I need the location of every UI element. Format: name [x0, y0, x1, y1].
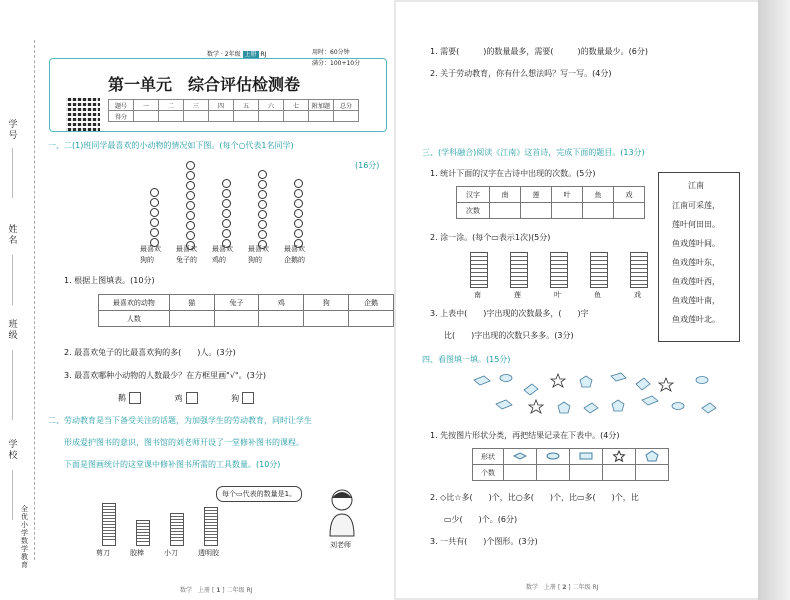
animal-label: 狗的 [140, 256, 154, 264]
student-circle [294, 219, 303, 228]
diamond-shape [584, 403, 598, 413]
hanzi-table: 汉字 南 莲 叶 鱼 戏 次数 [456, 186, 645, 219]
coloring-cell[interactable] [511, 281, 527, 285]
coloring-column[interactable] [470, 252, 488, 288]
rectangle-icon [570, 449, 603, 465]
shape-table: 形状 个数 [472, 448, 669, 481]
student-circle [294, 229, 303, 238]
teacher-illustration [322, 486, 362, 538]
animal-table: 最喜欢的动物 猫 兔子 鸡 狗 企鹅 人数 [98, 294, 394, 327]
binding-strip [0, 0, 40, 600]
coloring-cell[interactable] [471, 281, 487, 285]
star-shape [529, 400, 543, 413]
teacher-label: 刘老师 [330, 541, 351, 549]
coloring-column[interactable] [550, 252, 568, 288]
student-circle [186, 221, 195, 230]
q3-sub3b: 比( )字出现的次数只多多。(3分) [444, 331, 574, 340]
fill-line [12, 148, 13, 198]
poem-line: 莲叶何田田。 [672, 220, 720, 229]
tool-label: 小刀 [164, 549, 178, 557]
hanzi-label: 戏 [634, 291, 641, 299]
checkbox[interactable] [186, 392, 198, 404]
animal-label: 狗的 [248, 256, 262, 264]
cut-line [34, 40, 35, 560]
q1-sub1: 1. 根据上图填表。(10分) [64, 276, 155, 285]
q2-sub2: 2. 关于劳动教育，你有什么想法吗？写一写。(4分) [430, 69, 612, 78]
poem-line: 鱼戏莲叶北。 [672, 315, 720, 324]
star-shape [659, 378, 673, 391]
q1-heading: 一、二(1)班同学最喜欢的小动物的情况如下图。(每个○代表1名同学) [48, 141, 294, 150]
scattered-shapes [466, 370, 736, 420]
fill-line [12, 255, 13, 305]
qr-code [66, 97, 100, 131]
q3-heading: 三、(学科融合)阅读《江南》这首诗，完成下面的题目。(13分) [422, 148, 645, 157]
poem-line: 鱼戏莲叶东， [672, 258, 720, 267]
diamond-shape [524, 384, 538, 395]
pentagon-shape [612, 400, 624, 411]
q4-heading: 四、看图填一填。(15分) [422, 355, 511, 364]
oval-shape [672, 403, 684, 410]
checkbox[interactable] [242, 392, 254, 404]
q2-sub1: 1. 需要( )的数量最多，需要( )的数量最少。(6分) [430, 47, 648, 56]
tool-unit [171, 538, 183, 541]
tool-unit [137, 539, 149, 542]
student-circle [294, 189, 303, 198]
student-circle [294, 199, 303, 208]
animal-label: 鸡的 [212, 256, 226, 264]
student-circle [150, 188, 159, 197]
student-circle [150, 218, 159, 227]
oval-icon [537, 449, 570, 465]
brand-vertical: 全优小学数学教育 [21, 505, 28, 569]
hanzi-label: 莲 [514, 291, 521, 299]
animal-label: 企鹅的 [284, 256, 305, 264]
student-circle [186, 191, 195, 200]
header-tags: 数学 · 2年级 上册 RJ [207, 51, 267, 58]
animal-label: 兔子的 [176, 256, 197, 264]
circle-column [258, 170, 267, 250]
tool-stack [136, 520, 150, 546]
tool-stack [204, 507, 218, 546]
animal-label: 最喜欢 [140, 245, 161, 253]
coloring-column[interactable] [590, 252, 608, 288]
coloring-column[interactable] [630, 252, 648, 288]
circle-column [294, 179, 303, 249]
student-circle [222, 179, 231, 188]
q1-points: (16分) [355, 161, 380, 170]
coloring-cell[interactable] [591, 281, 607, 285]
q3-sub1: 1. 统计下面的汉字在古诗中出现的次数。(5分) [430, 169, 596, 178]
poem-line: 鱼戏莲叶间。 [672, 239, 720, 248]
student-circle [294, 179, 303, 188]
student-circle [186, 201, 195, 210]
student-circle [222, 199, 231, 208]
animal-label: 最喜欢 [284, 245, 305, 253]
student-circle [294, 209, 303, 218]
fill-line [12, 350, 13, 420]
student-circle [150, 228, 159, 237]
student-circle [186, 161, 195, 170]
right-page [396, 2, 758, 598]
q2-line3: 下面是图画统计的这堂课中修补图书所需的工具数量。(10分) [64, 460, 281, 469]
student-name-label: 姓名 [8, 225, 18, 246]
q3-sub2: 2. 涂一涂。(每个▭表示1次)(5分) [430, 233, 551, 242]
q1-choices: 鹅 鸡 狗 [118, 392, 257, 404]
circle-column [222, 179, 231, 249]
student-circle [186, 171, 195, 180]
tool-stack [102, 503, 116, 546]
diamond-shape [642, 396, 658, 405]
diamond-shape [702, 403, 716, 413]
star-shape [551, 374, 565, 387]
left-footer: 数学 上册 [ 1 ] 二年级 RJ [180, 587, 253, 594]
student-circle [258, 180, 267, 189]
hanzi-label: 叶 [554, 291, 561, 299]
tool-label: 透明胶 [198, 549, 219, 557]
animal-label: 最喜欢 [212, 245, 233, 253]
class-label: 班级 [8, 320, 18, 341]
poem-line: 江南可采莲， [672, 201, 720, 210]
pentagon-shape [558, 402, 570, 413]
fill-line [12, 470, 13, 520]
student-circle [258, 200, 267, 209]
student-circle [258, 210, 267, 219]
hanzi-label: 鱼 [594, 291, 601, 299]
animal-label: 最喜欢 [248, 245, 269, 253]
right-footer: 数学 上册 [ 2 ] 二年级 RJ [526, 584, 599, 591]
circle-column [186, 161, 195, 251]
tool-stack [170, 513, 184, 546]
q4-sub1: 1. 先按图片形状分类，再把结果记录在下表中。(4分) [430, 431, 620, 440]
page-title: 第一单元 综合评估检测卷 [108, 75, 301, 94]
student-circle [222, 219, 231, 228]
school-label: 学校 [8, 440, 18, 461]
poem-line: 鱼戏莲叶西， [672, 277, 720, 286]
student-circle [222, 209, 231, 218]
student-circle [222, 229, 231, 238]
coloring-column[interactable] [510, 252, 528, 288]
diamond-shape [474, 376, 490, 385]
oval-shape [696, 377, 708, 384]
tool-unit [205, 538, 217, 541]
q2-heading: 二、劳动教育是当下备受关注的话题，为加强学生的劳动教育，同时让学生 [48, 416, 312, 425]
hanzi-label: 南 [474, 291, 481, 299]
student-circle [258, 190, 267, 199]
q4-sub3: 3. 一共有( )个图形。(3分) [430, 537, 538, 546]
student-circle [258, 230, 267, 239]
score-table: 题号 一 二 三 四 五 六 七 附加题 总分 得分 [108, 99, 359, 122]
speech-bubble: 每个▭代表的数量是1。 [216, 486, 302, 502]
diamond-icon [504, 449, 537, 465]
poem-line: 鱼戏莲叶南， [672, 296, 720, 305]
pentagon-shape [580, 376, 592, 387]
student-circle [186, 231, 195, 240]
tool-label: 胶棒 [130, 549, 144, 557]
student-number-label: 学号 [8, 120, 18, 141]
q3-sub3a: 3. 上表中( )字出现的次数最多，( )字 [430, 309, 589, 318]
student-circle [150, 198, 159, 207]
student-circle [186, 211, 195, 220]
diamond-shape [636, 378, 650, 390]
poem-title: 江南 [688, 181, 704, 190]
animal-label: 最喜欢 [176, 245, 197, 253]
tool-label: 剪刀 [96, 549, 110, 557]
star-icon [603, 449, 636, 465]
full-score: 满分：100+10分 [312, 60, 361, 67]
q4-sub2b: ▭少( )个。(6分) [444, 515, 518, 524]
tool-unit [103, 537, 115, 540]
q1-sub3: 3. 最喜欢哪种小动物的人数最少？在方框里画"√"。(3分) [64, 371, 266, 380]
q2-line2: 形成爱护图书的意识，图书馆的刘老师开设了一堂修补图书的课程。 [64, 438, 304, 447]
coloring-cell[interactable] [631, 281, 647, 285]
q4-sub2a: 2. ◇比☆多( )个，比○多( )个，比▭多( )个，比 [430, 493, 639, 502]
q1-sub2: 2. 最喜欢兔子的比最喜欢狗的多( )人。(3分) [64, 348, 236, 357]
student-circle [258, 220, 267, 229]
student-circle [186, 181, 195, 190]
student-circle [222, 189, 231, 198]
coloring-cell[interactable] [551, 281, 567, 285]
pentagon-icon [636, 449, 669, 465]
time-limit: 用时：60分钟 [312, 49, 350, 56]
page-edge-shadow [758, 0, 790, 600]
diamond-shape [611, 373, 626, 381]
student-circle [150, 208, 159, 217]
left-page [0, 0, 394, 600]
diamond-shape [496, 400, 512, 409]
student-circle [258, 170, 267, 179]
checkbox[interactable] [129, 392, 141, 404]
circle-column [150, 188, 159, 248]
oval-shape [500, 375, 512, 382]
